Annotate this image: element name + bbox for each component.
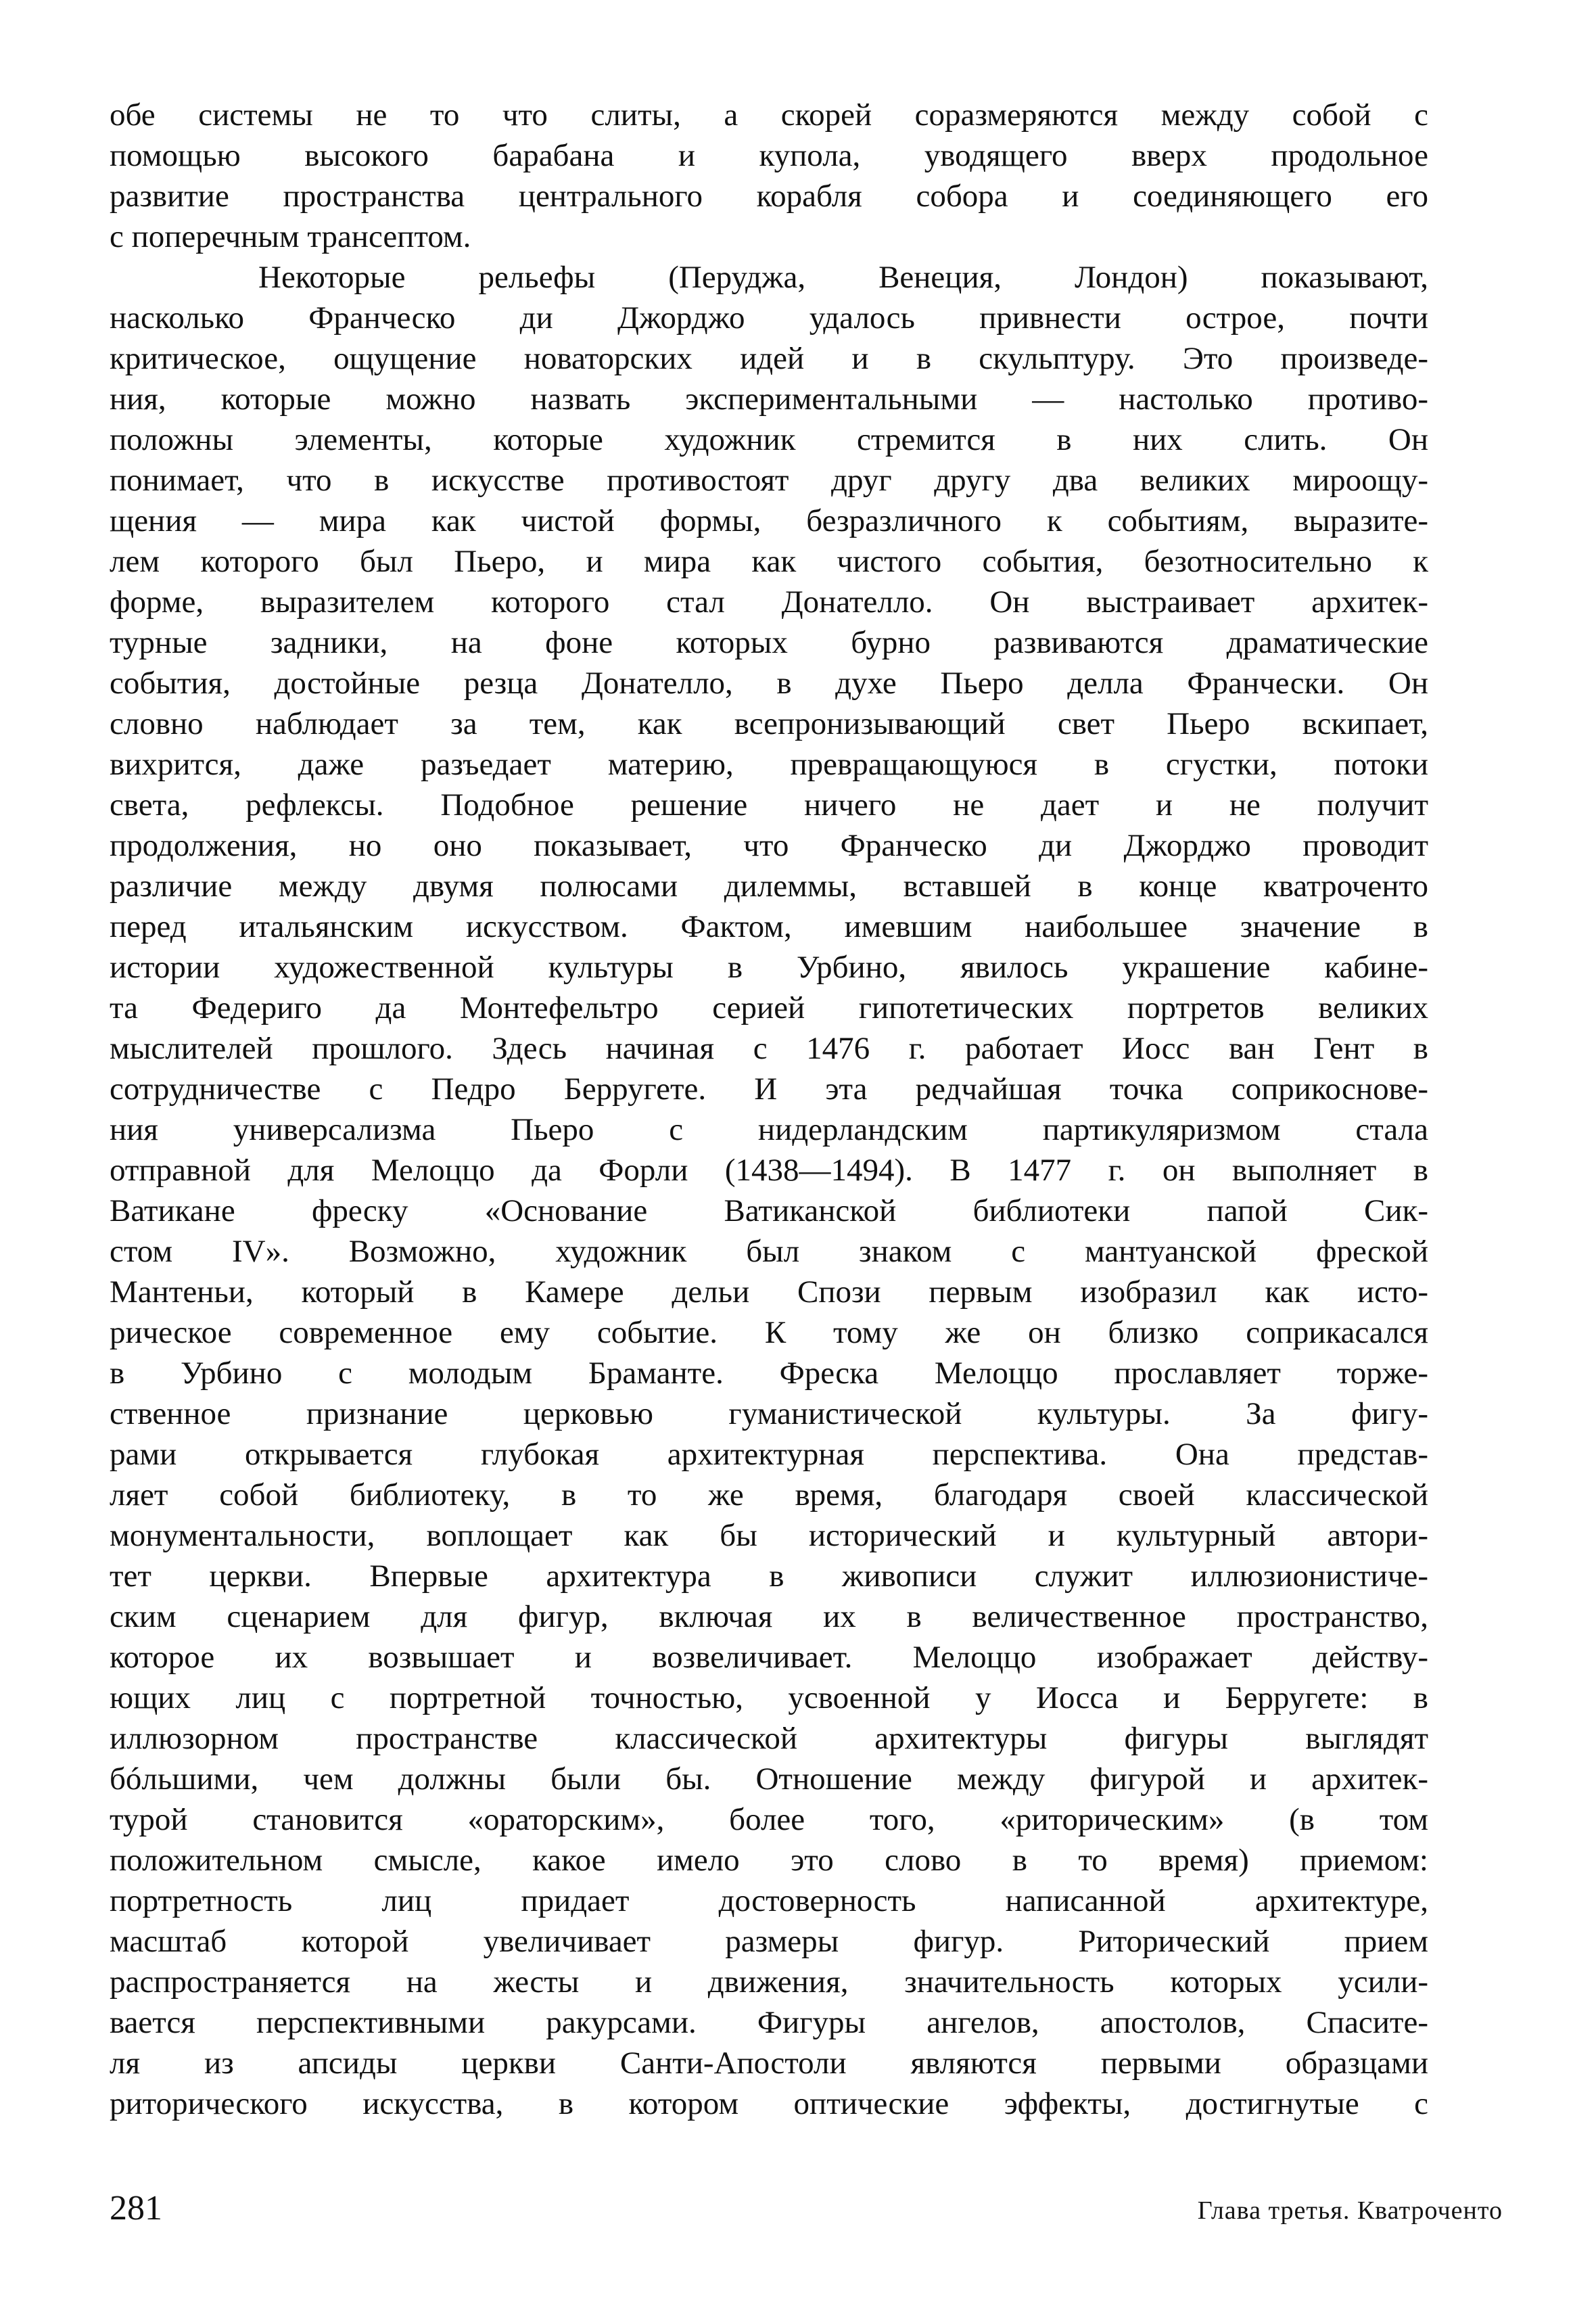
text-line: ющих лиц с портретной точностью, усвоенной у Иосса и Берругете: в [110, 1680, 1428, 1715]
text-line: обе системы не то что слиты, а скорей соразмеряются между собой с [110, 97, 1428, 133]
page-footer [110, 2185, 1503, 2232]
text-line: турой становится «ораторским», более того, «риторическим» (в том [110, 1802, 1428, 1837]
text-line: перед итальянским искусством. Фактом, имевшим наибольшее значение в [110, 909, 1428, 944]
text-line: монументальности, воплощает как бы исторический и культурный автори- [110, 1518, 1428, 1553]
text-line: положительном смысле, какое имело это слово в то время) приемом: [110, 1843, 1428, 1878]
body-text [110, 95, 1428, 2124]
text-line: турные задники, на фоне которых бурно развиваются драматические [110, 625, 1428, 660]
paragraph-start-line: Некоторые рельефы (Перуджа, Венеция, Лондон) показывают, [258, 260, 1428, 295]
text-line: рами открывается глубокая архитектурная перспектива. Она представ- [110, 1437, 1428, 1472]
text-line: света, рефлексы. Подобное решение ничего не дает и не получит [110, 787, 1428, 823]
text-line: вается перспективными ракурсами. Фигуры ангелов, апостолов, Спасите- [110, 2005, 1428, 2040]
text-line: иллюзорном пространстве классической архитектуры фигуры выглядят [110, 1721, 1428, 1756]
text-line: портретность лиц придает достоверность написанной архитектуре, [110, 1883, 1428, 1918]
text-line: понимает, что в искусстве противостоят друг другу два великих мироощу- [110, 463, 1428, 498]
text-line: продолжения, но оно показывает, что Франческо ди Джорджо проводит [110, 828, 1428, 863]
text-line: события, достойные резца Донателло, в духе Пьеро делла Франчески. Он [110, 666, 1428, 701]
text-line: различие между двумя полюсами дилеммы, вставшей в конце кватроченто [110, 869, 1428, 904]
text-line: та Федериго да Монтефельтро серией гипотетических портретов великих [110, 990, 1428, 1025]
text-line: лем которого был Пьеро, и мира как чистого события, безотносительно к [110, 544, 1428, 579]
text-line: рическое современное ему событие. К тому же он близко соприкасался [110, 1315, 1428, 1350]
text-line: развитие пространства центрального корабля собора и соединяющего его [110, 179, 1428, 214]
text-line: вихрится, даже разъедает материю, превращающуюся в сгустки, потоки [110, 747, 1428, 782]
text-line: которое их возвышает и возвеличивает. Мелоццо изображает действу- [110, 1640, 1428, 1675]
running-title: Глава третья. Кватроченто [1197, 2196, 1503, 2225]
text-line: ния универсализма Пьеро с нидерландским партикуляризмом стала [110, 1112, 1428, 1147]
text-line: ским сценарием для фигур, включая их в величественное пространство, [110, 1599, 1428, 1634]
text-line: помощью высокого барабана и купола, уводящего вверх продольное [110, 138, 1428, 173]
text-line: мыслителей прошлого. Здесь начиная с 1476 г. работает Иосс ван Гент в [110, 1031, 1428, 1066]
text-line: бóльшими, чем должны были бы. Отношение между фигурой и архитек- [110, 1761, 1428, 1797]
text-line: стом IV». Возможно, художник был знаком с мантуанской фреской [110, 1234, 1428, 1269]
text-line: критическое, ощущение новаторских идей и в скульптуру. Это произведе- [110, 341, 1428, 376]
text-line: насколько Франческо ди Джорджо удалось привнести острое, почти [110, 300, 1428, 336]
text-line: отправной для Мелоццо да Форли (1438—1494). В 1477 г. он выполняет в [110, 1153, 1428, 1188]
text-line: распространяется на жесты и движения, значительность которых усили- [110, 1964, 1428, 2000]
text-line: словно наблюдает за тем, как всепронизывающий свет Пьеро вскипает, [110, 706, 1428, 741]
text-line: истории художественной культуры в Урбино, явилось украшение кабине- [110, 950, 1428, 985]
text-line: щения — мира как чистой формы, безразличного к событиям, выразите- [110, 503, 1428, 538]
text-line: Ватикане фреску «Основание Ватиканской библиотеки папой Сик- [110, 1193, 1428, 1228]
text-line: ляет собой библиотеку, в то же время, благодаря своей классической [110, 1477, 1428, 1513]
page-number: 281 [110, 2189, 162, 2228]
text-line: с поперечным трансептом. [110, 219, 471, 254]
text-line: масштаб которой увеличивает размеры фигур. Риторический прием [110, 1924, 1428, 1959]
text-line: Мантеньи, который в Камере дельи Спози первым изобразил как исто- [110, 1274, 1428, 1310]
text-line: ния, которые можно назвать экспериментальными — настолько противо- [110, 382, 1428, 417]
text-line: ственное признание церковью гуманистической культуры. За фигу- [110, 1396, 1428, 1431]
text-line: форме, выразителем которого стал Донателло. Он выстраивает архитек- [110, 584, 1428, 620]
text-line: положны элементы, которые художник стремится в них слить. Он [110, 422, 1428, 457]
text-line: в Урбино с молодым Браманте. Фреска Мелоццо прославляет торже- [110, 1356, 1428, 1391]
text-line: тет церкви. Впервые архитектура в живописи служит иллюзионистиче- [110, 1559, 1428, 1594]
text-line: ля из апсиды церкви Санти-Апостоли являются первыми образцами [110, 2046, 1428, 2081]
text-line: сотрудничестве с Педро Берругете. И эта редчайшая точка соприкоснове- [110, 1071, 1428, 1107]
text-line: риторического искусства, в котором оптические эффекты, достигнутые с [110, 2086, 1428, 2121]
